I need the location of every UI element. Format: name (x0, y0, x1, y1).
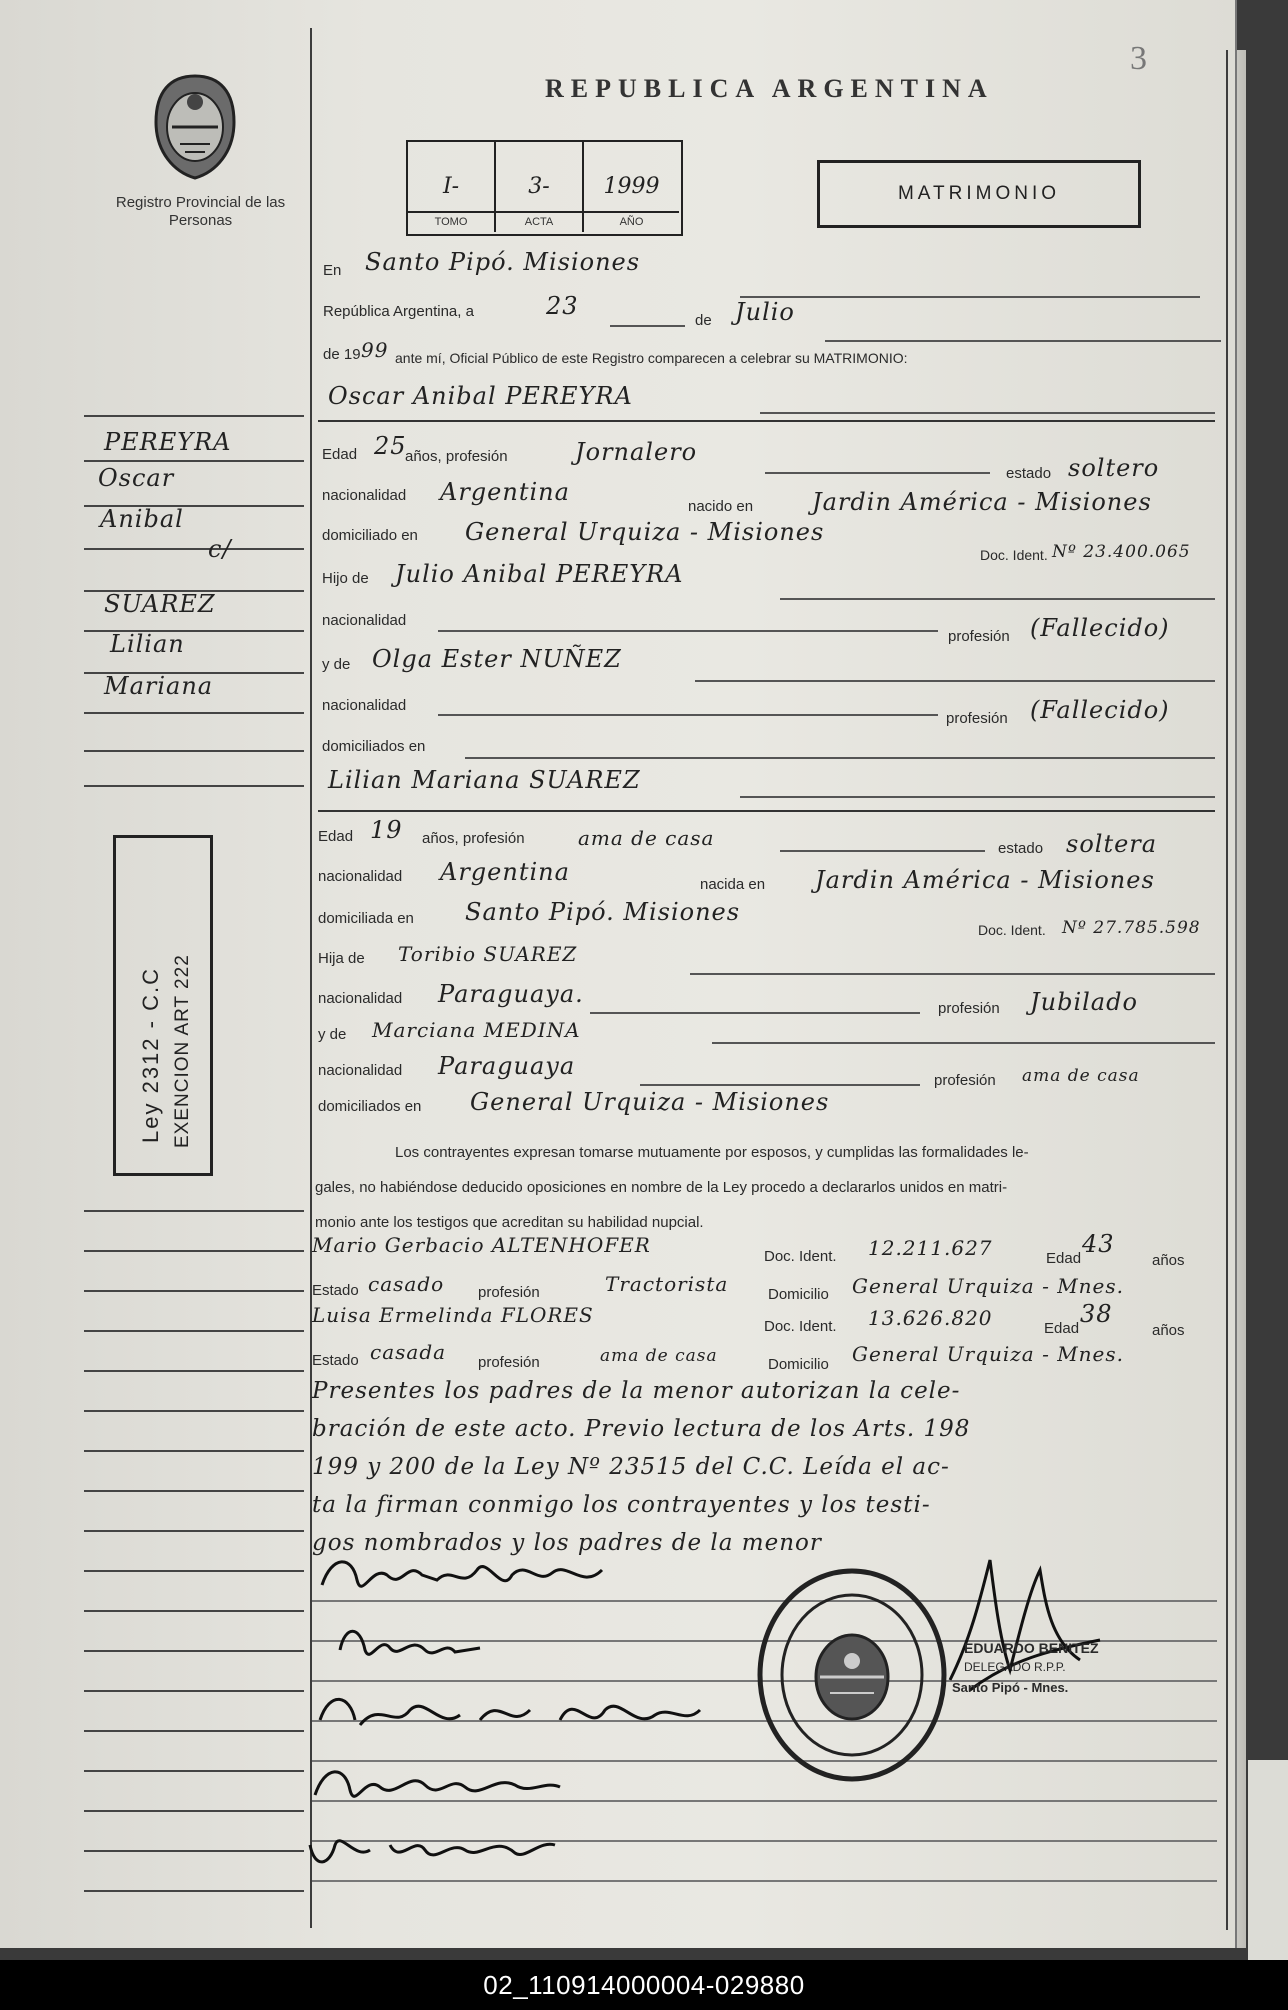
margin-rule (310, 28, 312, 1928)
bride-profession: ama de casa (578, 826, 715, 850)
witness1-address: General Urquiza - Mnes. (852, 1274, 1125, 1298)
form-line (438, 630, 938, 632)
form-line (780, 598, 1215, 600)
right-rule (1226, 50, 1228, 1930)
form-line (765, 472, 990, 474)
bride-doms-label: domiciliados en (318, 1098, 422, 1115)
margin-line (84, 415, 304, 417)
bride-doc-label: Doc. Ident. (978, 922, 1046, 938)
form-line (825, 340, 1221, 342)
declaration-line: gales, no habiéndose deducido oposiciones en nombre de la Ley procedo a declararlos unidos en matri- (315, 1179, 1008, 1196)
day: 23 (546, 292, 579, 320)
declaration-text (315, 1135, 1200, 1240)
witness1-edad-label: Edad (1046, 1250, 1082, 1267)
section-divider (318, 420, 1215, 422)
bride-age: 19 (370, 816, 403, 844)
margin-line (84, 712, 304, 714)
groom-doms-label: domiciliados en (322, 738, 426, 755)
exemption-note: EXENCION ART 222 (172, 954, 193, 1148)
witness2-prof-label: profesión (478, 1354, 540, 1371)
form-line (740, 296, 1200, 298)
form-line (590, 1012, 920, 1014)
margin-line (84, 1890, 304, 1892)
groom-father-nac-label: nacionalidad (322, 612, 407, 629)
registry-name: Registro Provincial de las Personas (115, 194, 286, 229)
form-line (640, 1084, 920, 1086)
bride-parents-address: General Urquiza - Misiones (470, 1088, 830, 1116)
margin-line (84, 548, 304, 550)
ano-label: AÑO (584, 211, 679, 228)
form-line (740, 796, 1215, 798)
groom-anos-label: años, profesión (405, 448, 508, 465)
tomo-cell (408, 142, 496, 232)
law-exemption-box (113, 835, 213, 1176)
margin-surname-bride: SUAREZ (104, 590, 216, 618)
coat-of-arms-icon (150, 72, 240, 182)
witness1-estado-label: Estado (312, 1282, 359, 1299)
bride-nacida-label: nacida en (700, 876, 766, 893)
officer-title: DELEGADO R.P.P. (964, 1660, 1066, 1674)
margin-line (84, 1330, 304, 1332)
groom-estado-label: estado (1006, 465, 1052, 482)
groom-nac-label: nacionalidad (322, 487, 407, 504)
note-line: ta la firman conmigo los contrayentes y los testi- (312, 1492, 931, 1518)
witness1-doc: 12.211.627 (868, 1236, 993, 1260)
bride-edad-label: Edad (318, 828, 354, 845)
bride-name: Lilian Mariana SUAREZ (328, 766, 641, 794)
intro-sentence: ante mí, Oficial Público de este Registro comparecen a celebrar su MATRIMONIO: (395, 350, 908, 366)
place: Santo Pipó. Misiones (365, 248, 641, 276)
margin-line (84, 1650, 304, 1652)
signature-groom (312, 1545, 672, 1605)
form-line (780, 850, 985, 852)
groom-nationality: Argentina (440, 478, 570, 506)
witness1-profession: Tractorista (605, 1272, 729, 1296)
de-label: de (695, 312, 712, 329)
page-corner (1248, 1760, 1288, 1960)
ano-cell (584, 142, 679, 232)
groom-nacido-label: nacido en (688, 498, 754, 515)
groom-profession: Jornalero (575, 438, 698, 466)
witness1-age: 43 (1082, 1230, 1115, 1258)
signature-witness-2 (300, 1815, 580, 1875)
margin-line (84, 1730, 304, 1732)
note-line: 199 y 200 de la Ley Nº 23515 del C.C. Leída el ac- (312, 1454, 950, 1480)
groom-father: Julio Anibal PEREYRA (395, 560, 684, 588)
margin-line (84, 460, 304, 462)
ano-value: 1999 (603, 174, 660, 199)
groom-dom-label: domiciliado en (322, 527, 418, 544)
groom-mother-profession: (Fallecido) (1030, 696, 1170, 724)
document-id: 02_110914000004-029880 (483, 1970, 805, 2000)
officer-place: Santo Pipó - Mnes. (952, 1680, 1069, 1695)
bride-anos-label: años, profesión (422, 830, 525, 847)
law-reference: Ley 2312 - C.C (138, 967, 163, 1143)
bride-mother-profession: ama de casa (1022, 1066, 1140, 1086)
witness2-estado-label: Estado (312, 1352, 359, 1369)
groom-birthplace: Jardin América - Misiones (812, 488, 1152, 516)
groom-civil-status: soltero (1068, 454, 1160, 482)
acta-label: ACTA (496, 211, 582, 228)
margin-line (84, 1690, 304, 1692)
witness1-dom-label: Domicilio (768, 1286, 829, 1303)
witness2-age: 38 (1080, 1300, 1113, 1328)
bride-birthplace: Jardin América - Misiones (815, 866, 1155, 894)
margin-line (84, 1850, 304, 1852)
witness2-profession: ama de casa (600, 1346, 718, 1366)
groom-yde-label: y de (322, 656, 351, 673)
witness2-edad-label: Edad (1044, 1320, 1080, 1337)
signature-witness (300, 1755, 580, 1815)
witness2-doc: 13.626.820 (868, 1306, 993, 1330)
groom-father-prof-label: profesión (948, 628, 1010, 645)
witness1-name: Mario Gerbacio ALTENHOFER (312, 1233, 651, 1257)
official-seal-icon (752, 1565, 952, 1785)
signature-father (300, 1680, 750, 1750)
signature-bride (330, 1620, 510, 1670)
note-line: bración de este acto. Previo lectura de los Arts. 198 (312, 1416, 971, 1442)
form-line (438, 714, 938, 716)
bride-civil-status: soltera (1066, 830, 1158, 858)
record-type-box: MATRIMONIO (817, 160, 1141, 228)
bride-father-nationality: Paraguaya. (438, 980, 584, 1008)
margin-line (84, 1450, 304, 1452)
bride-mother-nationality: Paraguaya (438, 1052, 576, 1080)
witness2-anos-label: años (1152, 1322, 1185, 1339)
groom-doc: Nº 23.400.065 (1052, 542, 1191, 562)
en-label: En (323, 262, 342, 279)
bride-dom-label: domiciliada en (318, 910, 414, 927)
tomo-label: TOMO (408, 211, 494, 228)
form-line (712, 1042, 1215, 1044)
margin-line (84, 1250, 304, 1252)
year-prefix: de 19 (323, 346, 361, 363)
witness2-doc-label: Doc. Ident. (764, 1318, 837, 1335)
margin-firstname-groom: Oscar (98, 464, 175, 492)
republica-label: República Argentina, a (323, 303, 474, 320)
groom-father-profession: (Fallecido) (1030, 614, 1170, 642)
witness2-address: General Urquiza - Mnes. (852, 1342, 1125, 1366)
groom-doc-label: Doc. Ident. (980, 547, 1048, 563)
note-line: gos nombrados y los padres de la menor (312, 1530, 822, 1556)
margin-firstname-bride: Lilian (110, 630, 185, 658)
declaration-line: Los contrayentes expresan tomarse mutuamente por esposos, y cumplidas las formalidades le- (395, 1144, 1029, 1161)
margin-line (84, 750, 304, 752)
record-number-box (406, 140, 683, 236)
groom-mother: Olga Ester NUÑEZ (372, 645, 622, 673)
bride-mother-nac-label: nacionalidad (318, 1062, 403, 1079)
margin-middlename-bride: Mariana (104, 672, 214, 700)
officer-name: EDUARDO BENITEZ (964, 1640, 1099, 1656)
groom-mother-nac-label: nacionalidad (322, 697, 407, 714)
bride-mother: Marciana MEDINA (372, 1018, 581, 1042)
month: Julio (735, 298, 795, 326)
bride-nationality: Argentina (440, 858, 570, 886)
margin-middlename-groom: Anibal (100, 505, 184, 533)
acta-value: 3- (528, 174, 550, 199)
witness1-doc-label: Doc. Ident. (764, 1248, 837, 1265)
bride-doc: Nº 27.785.598 (1062, 918, 1201, 938)
margin-line (84, 1410, 304, 1412)
form-line (610, 325, 685, 327)
groom-mother-prof-label: profesión (946, 710, 1008, 727)
margin-surname-groom: PEREYRA (104, 428, 232, 456)
margin-line (84, 1810, 304, 1812)
witness2-name: Luisa Ermelinda FLORES (312, 1303, 594, 1327)
tomo-value: I- (442, 174, 460, 199)
witness2-dom-label: Domicilio (768, 1356, 829, 1373)
bride-father-profession: Jubilado (1030, 988, 1138, 1016)
groom-edad-label: Edad (322, 446, 358, 463)
bride-father: Toribio SUAREZ (398, 942, 578, 966)
acta-cell (496, 142, 584, 232)
witness1-status: casado (368, 1272, 445, 1296)
bride-father-prof-label: profesión (938, 1000, 1000, 1017)
groom-hijo-label: Hijo de (322, 570, 369, 587)
declaration-line: monio ante los testigos que acreditan su habilidad nupcial. (315, 1214, 704, 1231)
witness2-status: casada (370, 1340, 447, 1364)
margin-line (84, 1570, 304, 1572)
margin-line (84, 1530, 304, 1532)
margin-line (84, 1610, 304, 1612)
margin-line (84, 1210, 304, 1212)
margin-line (84, 1290, 304, 1292)
bride-mother-prof-label: profesión (934, 1072, 996, 1089)
signature-line (312, 1880, 1217, 1882)
bride-address: Santo Pipó. Misiones (465, 898, 741, 926)
bride-father-nac-label: nacionalidad (318, 990, 403, 1007)
witness1-prof-label: profesión (478, 1284, 540, 1301)
bride-estado-label: estado (998, 840, 1044, 857)
groom-address: General Urquiza - Misiones (465, 518, 825, 546)
margin-line (84, 1490, 304, 1492)
bride-hija-label: Hija de (318, 950, 365, 967)
form-line (760, 412, 1215, 414)
groom-name: Oscar Anibal PEREYRA (328, 382, 633, 410)
margin-line (84, 1370, 304, 1372)
bride-yde-label: y de (318, 1026, 347, 1043)
form-line (695, 680, 1215, 682)
margin-line (84, 785, 304, 787)
note-line: Presentes los padres de la menor autorizan la cele- (312, 1378, 961, 1404)
section-divider (318, 810, 1215, 812)
margin-line (84, 1770, 304, 1772)
page-number: 3 (1130, 40, 1147, 77)
form-line (690, 973, 1215, 975)
country-title: REPUBLICA ARGENTINA (545, 74, 994, 103)
witness1-anos-label: años (1152, 1252, 1185, 1269)
margin-conjunction: c/ (208, 535, 232, 563)
groom-age: 25 (374, 432, 407, 460)
form-line (465, 757, 1215, 759)
year-suffix: 99 (361, 338, 389, 362)
bride-nac-label: nacionalidad (318, 868, 403, 885)
